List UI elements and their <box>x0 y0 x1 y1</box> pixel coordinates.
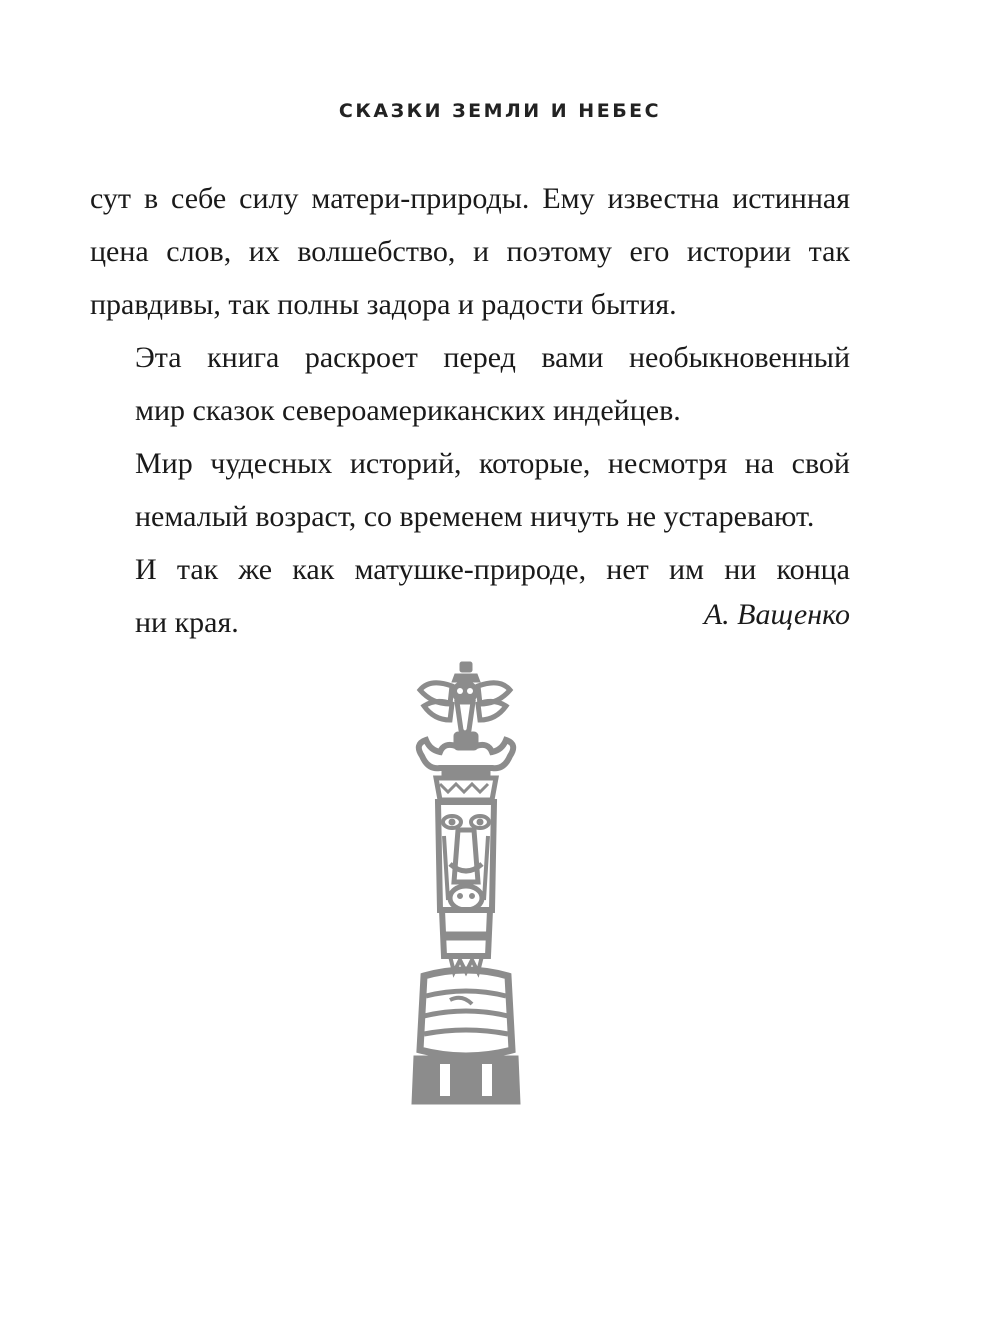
text-line: мир сказок североамериканских индейцев. <box>135 394 681 427</box>
running-header: СКАЗКИ ЗЕМЛИ И НЕБЕС <box>338 100 662 122</box>
text-line: ни края. <box>135 606 239 639</box>
paragraph-3 <box>90 437 850 543</box>
text-line: И так же как матушке-природе, нет им ни конца <box>135 553 850 586</box>
text-line: правдивы, так полны задора и радости бытия. <box>90 288 677 321</box>
text-line: сут в себе силу матери-природы. Ему известна истинная <box>90 182 850 215</box>
text-line: Эта книга раскроет перед вами необыкновенный <box>135 341 850 374</box>
paragraph-4 <box>90 543 850 649</box>
text-line: Мир чудесных историй, которые, несмотря на свой <box>135 447 850 480</box>
paragraph-1 <box>90 172 850 331</box>
author-signature: А. Ващенко <box>703 598 850 631</box>
paragraph-2 <box>90 331 850 437</box>
text-line: немалый возраст, со временем ничуть не устаревают. <box>135 500 815 533</box>
text-line: цена слов, их волшебство, и поэтому его истории так <box>90 235 850 268</box>
totem-pole-icon <box>400 660 530 1105</box>
body-text <box>90 172 850 649</box>
